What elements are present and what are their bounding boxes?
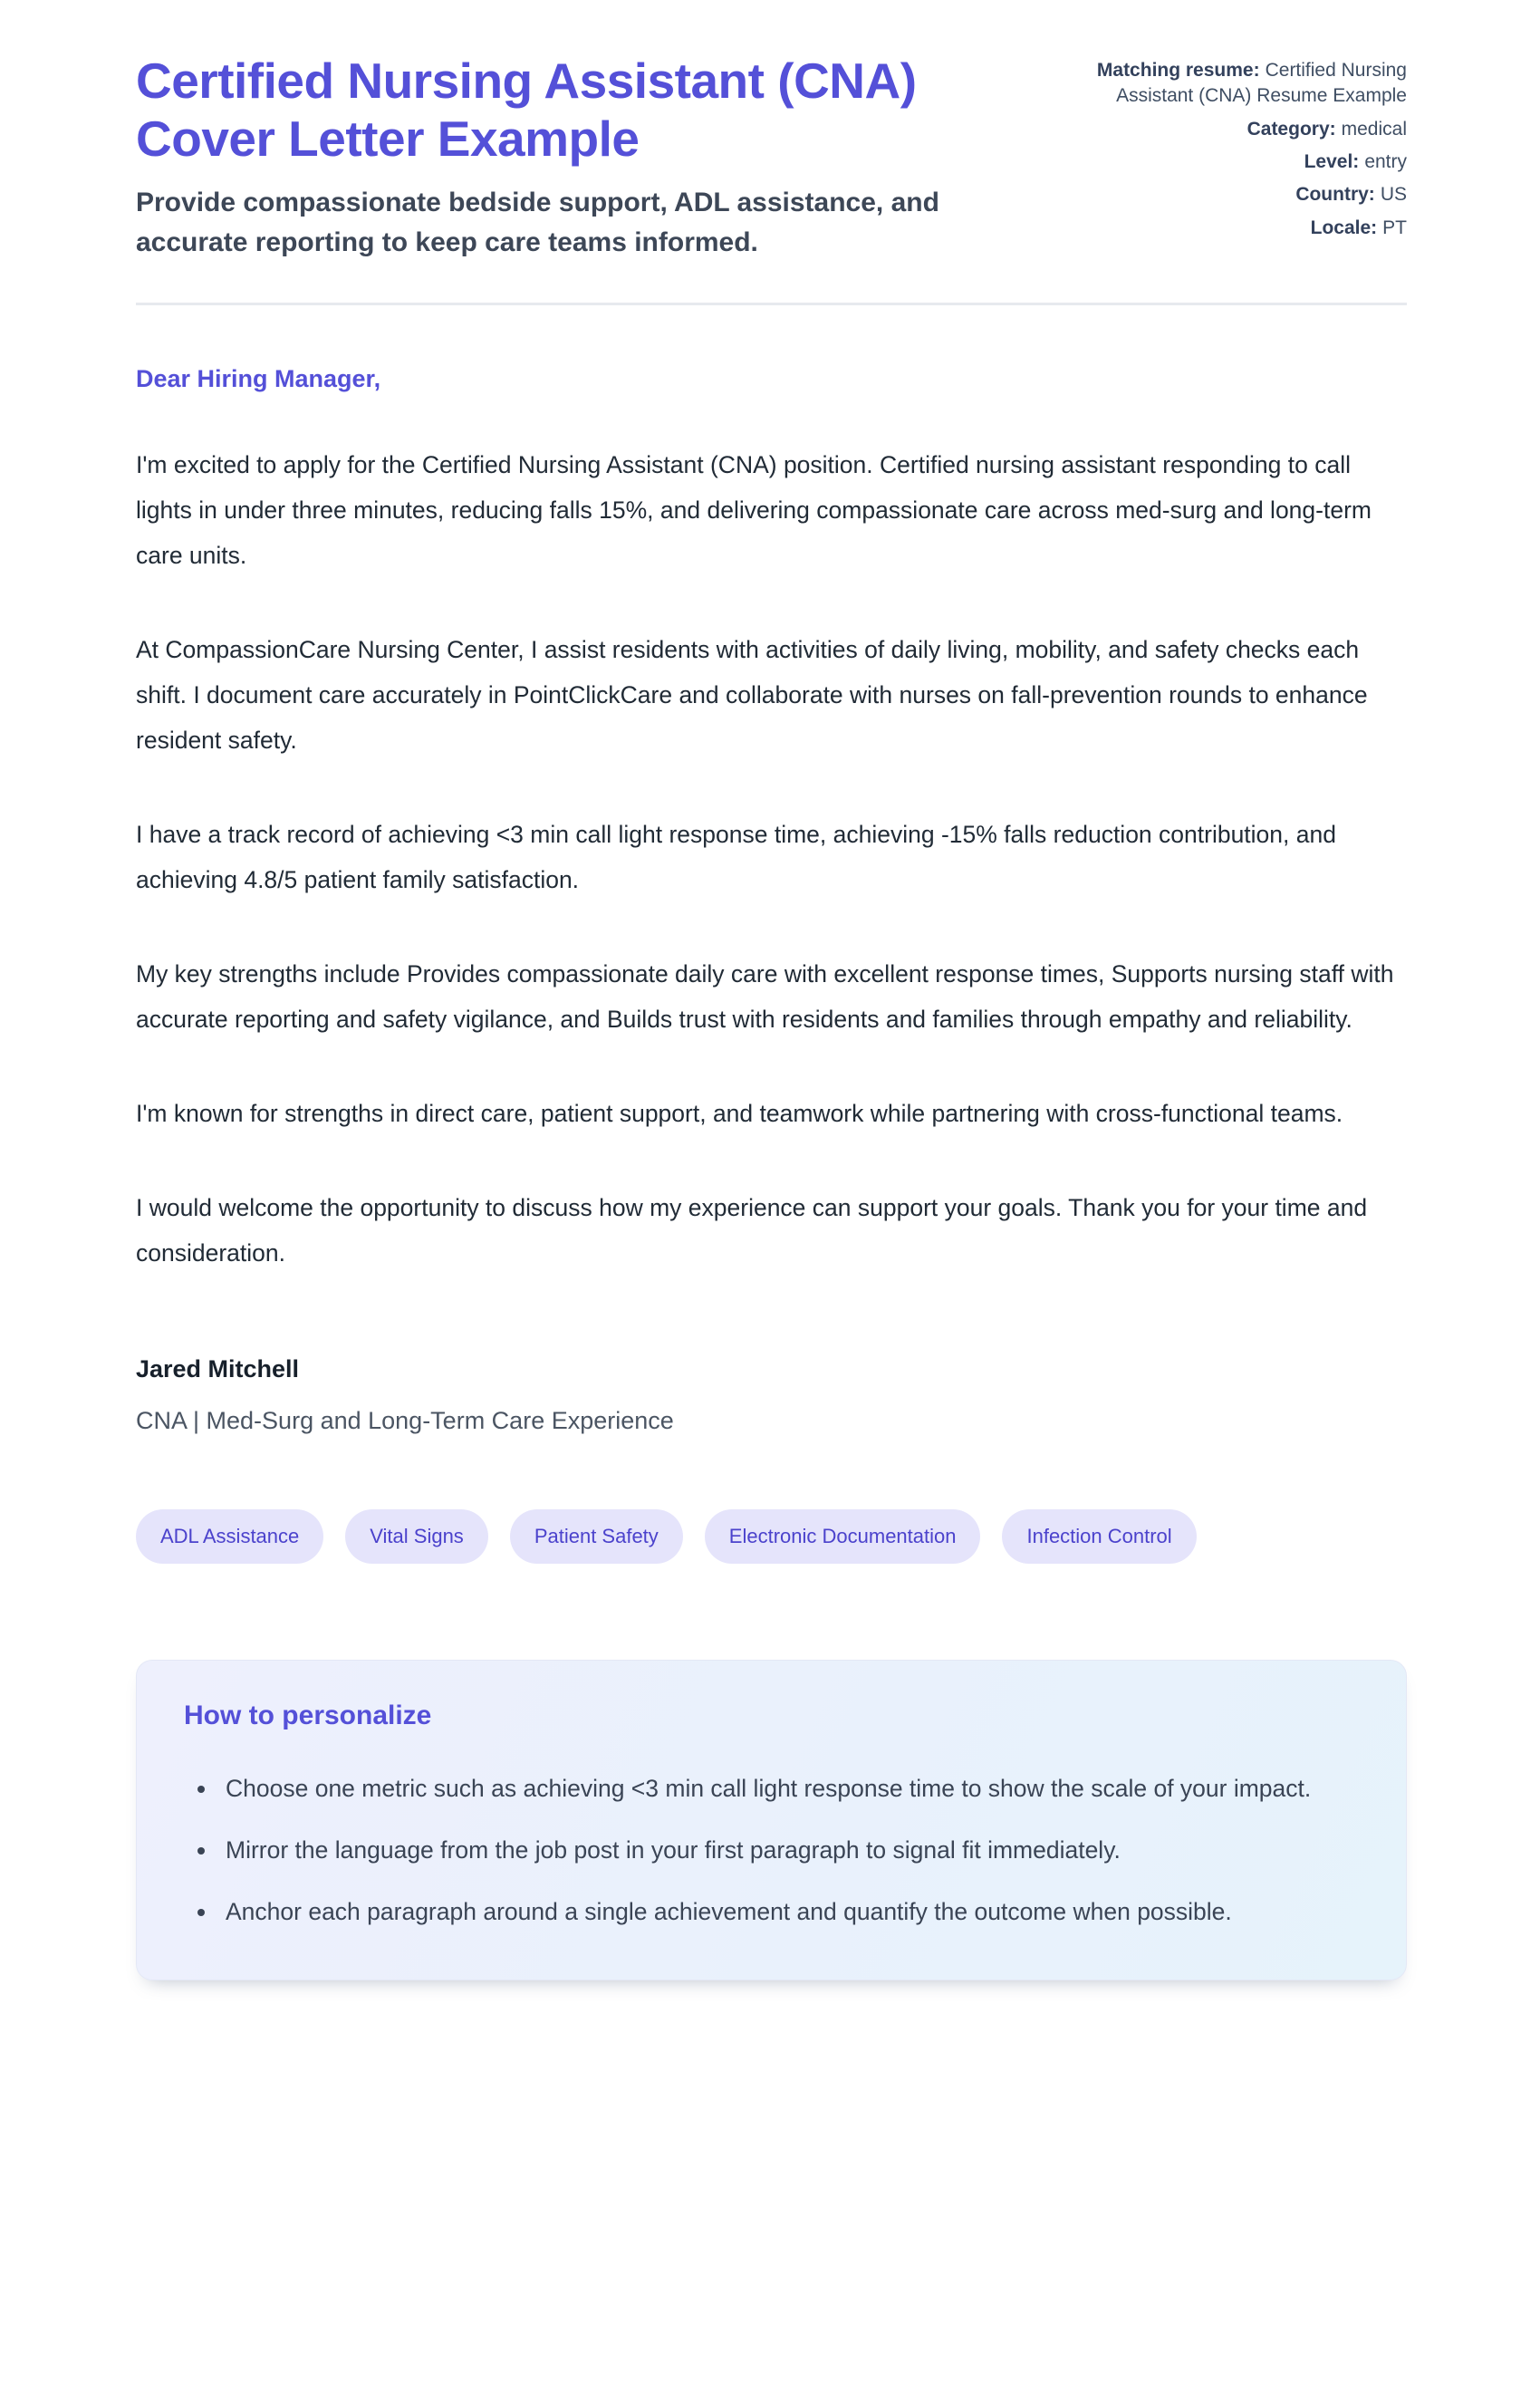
meta-level-label: Level: [1304, 151, 1360, 173]
letter-paragraph: I have a track record of achieving <3 min call light response time, achieving -15% falls reduction contribution, and achieving 4.8/5 patient family satisfaction. [136, 820, 1336, 893]
meta-matching-resume [1094, 58, 1407, 110]
meta-category [1094, 117, 1407, 142]
meta-category-label: Category: [1246, 118, 1336, 140]
meta-level-value: entry [1364, 151, 1407, 173]
signature-name: Jared Mitchell [136, 1354, 300, 1383]
personalize-list [184, 1766, 1359, 1934]
meta-level [1094, 149, 1407, 175]
letter-paragraph: I'm known for strengths in direct care, patient support, and teamwork while partnering with cross-functional teams. [136, 1099, 1343, 1127]
skill-tags-row [136, 1509, 1407, 1564]
meta-country [1094, 182, 1407, 207]
letter-paragraph: At CompassionCare Nursing Center, I assist residents with activities of daily living, mobility, and safety checks each shift. I document care accurately in PointClickCare and collaborate with nurses on fall-prevention rounds to enhance resident safety. [136, 635, 1368, 754]
page-header [136, 53, 1407, 263]
skill-tag[interactable]: Vital Signs [345, 1509, 488, 1564]
header-divider [136, 303, 1407, 305]
resume-meta-block [1094, 53, 1407, 248]
meta-locale-label: Locale: [1310, 217, 1378, 238]
meta-matching-resume-label: Matching resume: [1096, 60, 1260, 81]
skill-tag[interactable]: ADL Assistance [136, 1509, 323, 1564]
personalize-tip-text: Choose one metric such as achieving <3 min call light response time to show the scale of your impact. [226, 1774, 1312, 1802]
meta-country-label: Country: [1295, 184, 1375, 206]
meta-matching-resume-value: Certified Nursing Assistant (CNA) Resume Example [1116, 60, 1407, 107]
personalize-tip-text: Anchor each paragraph around a single achievement and quantify the outcome when possible. [226, 1897, 1232, 1925]
letter-paragraph: I'm excited to apply for the Certified Nursing Assistant (CNA) position. Certified nursing assistant responding to call lights in under three minutes, reducing falls 15%, and delivering compassionate care across med-surg and long-term care units. [136, 450, 1372, 569]
skill-tag[interactable]: Patient Safety [510, 1509, 683, 1564]
skill-tag[interactable]: Electronic Documentation [705, 1509, 981, 1564]
personalize-tip-text: Mirror the language from the job post in your first paragraph to signal fit immediately. [226, 1835, 1121, 1864]
letter-greeting: Dear Hiring Manager, [136, 364, 381, 392]
skill-tag[interactable]: Infection Control [1002, 1509, 1196, 1564]
personalize-tip [218, 1889, 1359, 1934]
letter-body [136, 365, 1407, 1435]
personalize-tip [218, 1766, 1359, 1811]
signature-title: CNA | Med-Surg and Long-Term Care Experience [136, 1406, 674, 1434]
page-title: Certified Nursing Assistant (CNA) Cover Letter Example [136, 53, 917, 167]
meta-locale-value: PT [1382, 217, 1407, 238]
personalize-tip [218, 1827, 1359, 1873]
page-subtitle: Provide compassionate bedside support, ADL assistance, and accurate reporting to keep care teams informed. [136, 187, 939, 257]
meta-category-value: medical [1341, 118, 1407, 140]
personalize-heading: How to personalize [184, 1700, 432, 1730]
letter-paragraph: My key strengths include Provides compassionate daily care with excellent response times, Supports nursing staff with accurate reporting and safety vigilance, and Builds trust with residents and families through empathy and reliability. [136, 959, 1394, 1033]
personalize-card [136, 1660, 1407, 1980]
title-block [136, 53, 1051, 263]
meta-country-value: US [1380, 184, 1407, 206]
letter-paragraph: I would welcome the opportunity to discuss how my experience can support your goals. Thank you for your time and consideration. [136, 1193, 1368, 1267]
meta-locale [1094, 216, 1407, 241]
